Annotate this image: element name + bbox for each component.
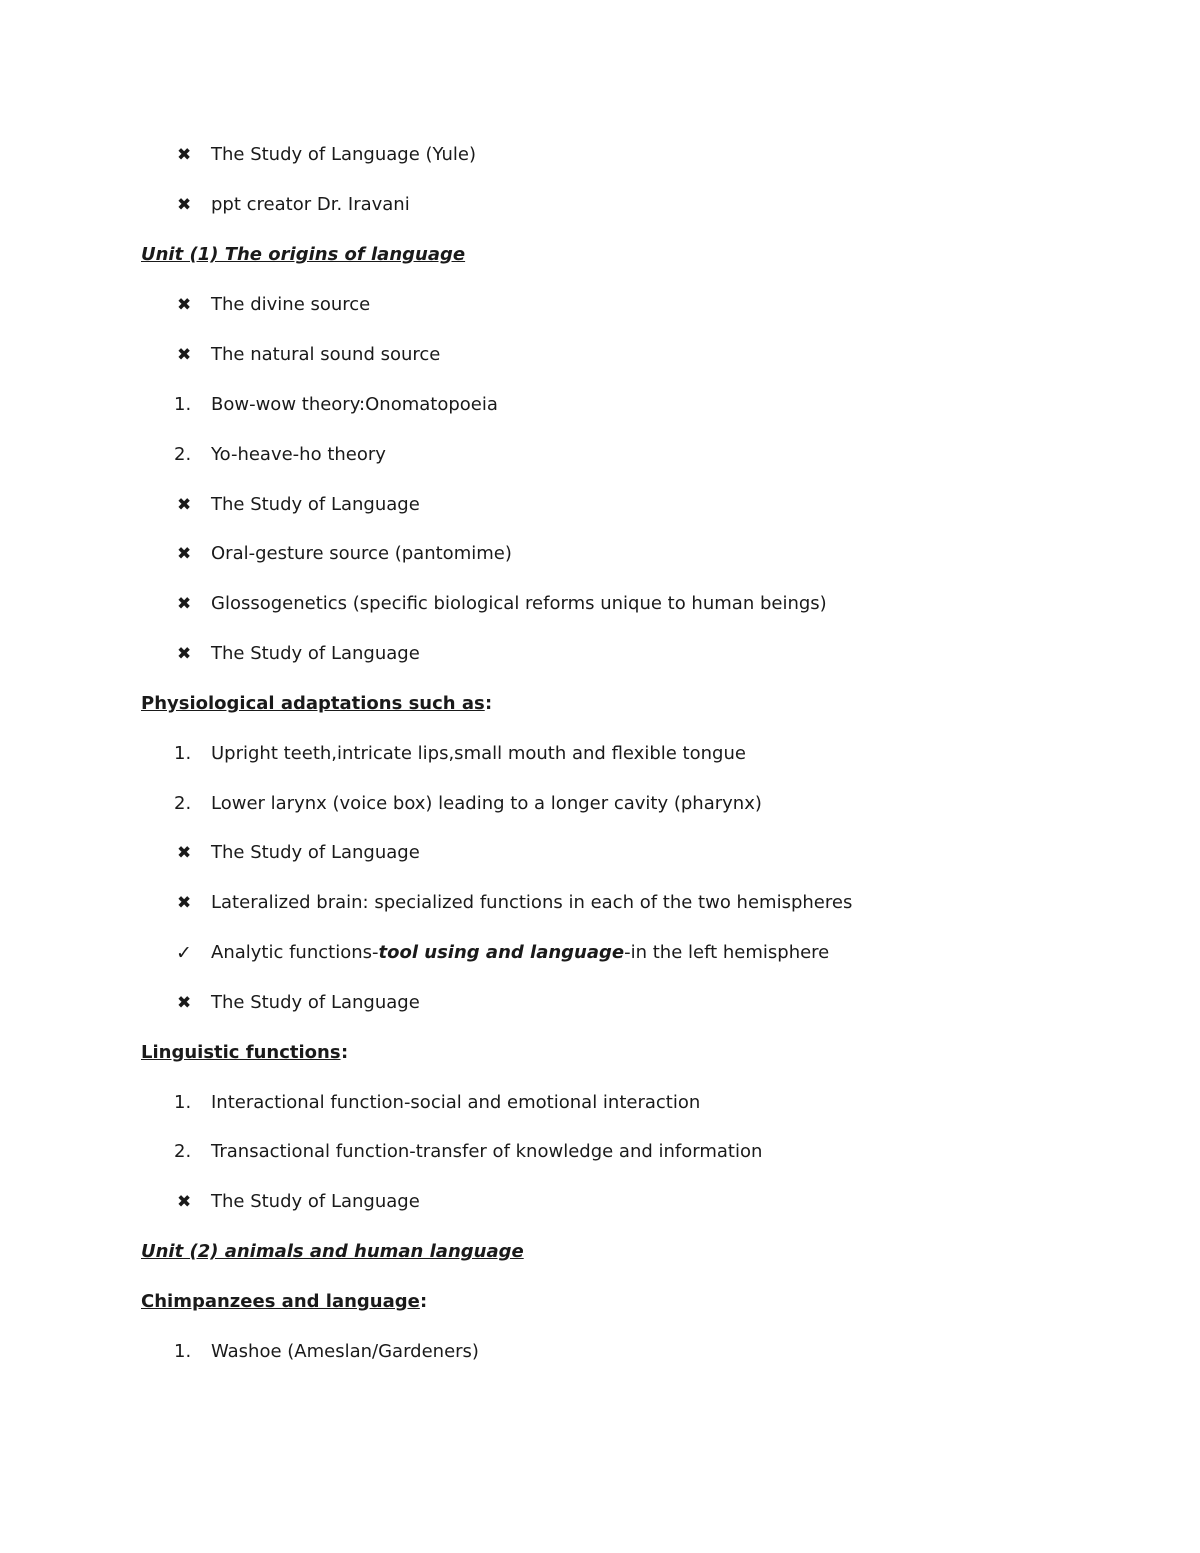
cross-bullet-icon: ✖: [177, 893, 192, 913]
list-item-text: Glossogenetics (specific biological reforms unique to human beings): [211, 593, 827, 614]
heading-colon: :: [341, 1042, 349, 1063]
list-number: 2.: [174, 793, 192, 814]
list-number: 1.: [174, 394, 192, 415]
list-number: 1.: [174, 1341, 192, 1362]
cross-bullet-icon: ✖: [177, 594, 192, 614]
list-item-text: Lower larynx (voice box) leading to a longer cavity (pharynx): [211, 793, 762, 814]
emphasized-text: tool using and language: [378, 942, 625, 963]
cross-bullet-icon: ✖: [177, 145, 192, 165]
list-number: 1.: [174, 1092, 192, 1113]
cross-bullet-icon: ✖: [177, 195, 192, 215]
list-item-text: Lateralized brain: specialized functions in each of the two hemispheres: [211, 892, 853, 913]
cross-bullet-icon: ✖: [177, 544, 192, 564]
physiological-adaptations-heading: [141, 689, 485, 719]
heading-colon: :: [485, 693, 493, 714]
list-number: 2.: [174, 444, 192, 465]
text-prefix: Analytic functions-: [211, 942, 379, 963]
chimpanzees-heading: Chimpanzees and language: [141, 1291, 420, 1312]
cross-bullet-icon: ✖: [177, 345, 192, 365]
list-item-text: Interactional function-social and emotional interaction: [211, 1092, 701, 1113]
list-item-text: The Study of Language: [211, 842, 420, 863]
cross-bullet-icon: ✖: [177, 843, 192, 863]
list-item-text: The Study of Language: [211, 1191, 420, 1212]
cross-bullet-icon: ✖: [177, 644, 192, 664]
list-item-text: Bow-wow theory:Onomatopoeia: [211, 394, 498, 415]
cross-bullet-icon: ✖: [177, 1192, 192, 1212]
list-number: 2.: [174, 1141, 192, 1162]
list-item-text: The Study of Language (Yule): [211, 144, 476, 165]
list-item-text: The Study of Language: [211, 494, 420, 515]
list-item-text: ppt creator Dr. Iravani: [211, 194, 410, 215]
list-number: 1.: [174, 743, 192, 764]
cross-bullet-icon: ✖: [177, 495, 192, 515]
list-item-text: Upright teeth,intricate lips,small mouth and flexible tongue: [211, 743, 746, 764]
list-item-text: [211, 938, 829, 968]
heading-text: Physiological adaptations such as: [141, 693, 485, 714]
list-item-text: Washoe (Ameslan/Gardeners): [211, 1341, 479, 1362]
list-item-text: Yo-heave-ho theory: [211, 444, 386, 465]
list-item-text: The Study of Language: [211, 643, 420, 664]
cross-bullet-icon: ✖: [177, 295, 192, 315]
list-item-text: Oral-gesture source (pantomime): [211, 543, 512, 564]
heading-colon: :: [420, 1291, 428, 1312]
list-item-text: Transactional function-transfer of knowledge and information: [211, 1141, 763, 1162]
list-item-text: The divine source: [211, 294, 371, 315]
unit-2-heading: Unit (2) animals and human language: [141, 1241, 524, 1262]
list-item-text: The natural sound source: [211, 344, 441, 365]
checkmark-icon: ✓: [176, 942, 192, 964]
linguistic-functions-heading: Linguistic functions: [141, 1042, 341, 1063]
unit-1-heading: Unit (1) The origins of language: [141, 244, 466, 265]
cross-bullet-icon: ✖: [177, 993, 192, 1013]
list-item-text: The Study of Language: [211, 992, 420, 1013]
text-suffix: -in the left hemisphere: [624, 942, 830, 963]
